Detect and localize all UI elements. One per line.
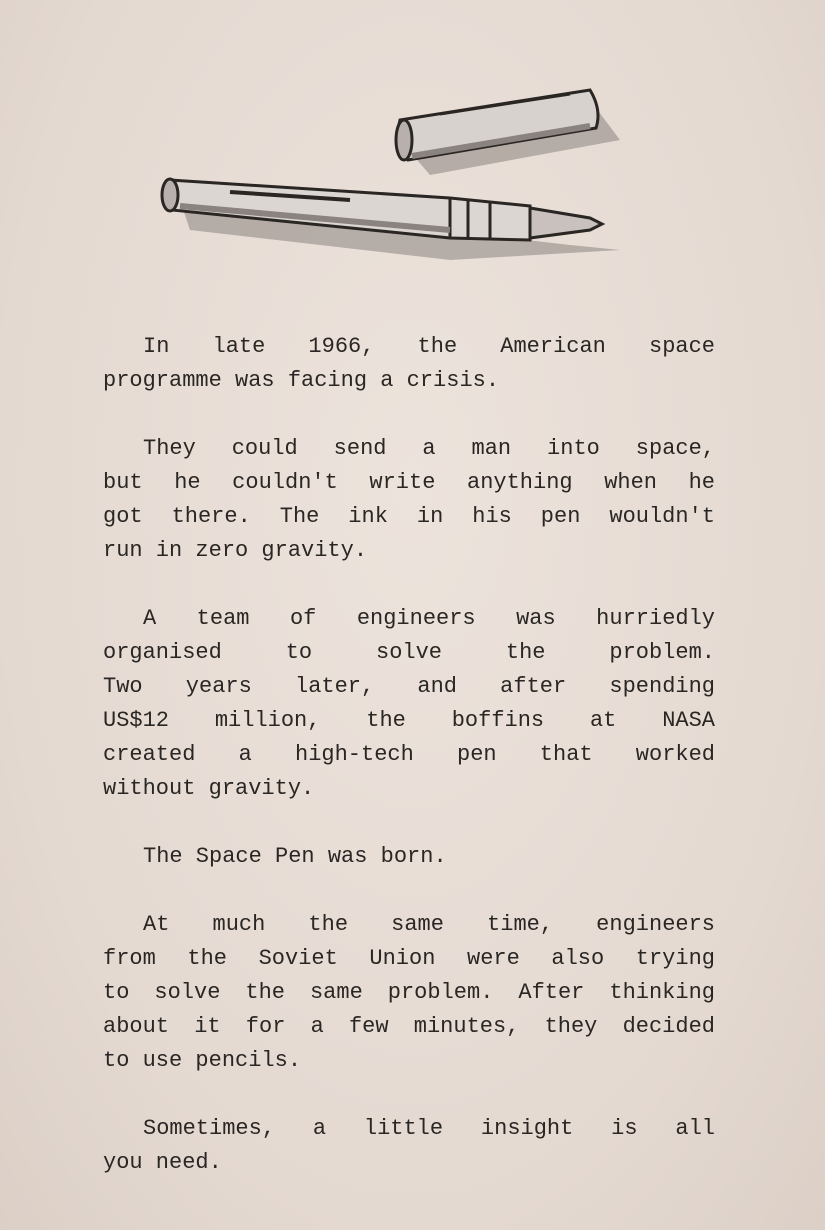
text-line: At much the same time, engineers: [143, 912, 715, 937]
paragraph: [103, 602, 715, 806]
text-line: In late 1966, the American space: [143, 334, 715, 359]
text-line: They could send a man into space,: [143, 436, 715, 461]
text-line: A team of engineers was hurriedly: [143, 606, 715, 631]
text-line: US$12 million, the boffins at NASA: [103, 708, 715, 733]
text-line: Sometimes, a little insight is all: [143, 1116, 715, 1141]
text-line: but he couldn't write anything when he: [103, 470, 715, 495]
text-line: about it for a few minutes, they decided: [103, 1014, 715, 1039]
text-line: you need.: [103, 1150, 222, 1175]
text-line: The Space Pen was born.: [143, 844, 447, 869]
text-line: Two years later, and after spending: [103, 674, 715, 699]
paragraph: [103, 840, 715, 874]
paragraph: [103, 1112, 715, 1180]
pen-illustration: [150, 80, 650, 260]
text-line: created a high-tech pen that worked: [103, 742, 715, 767]
paragraph: [103, 330, 715, 398]
paragraph: [103, 432, 715, 568]
paragraph: [103, 908, 715, 1078]
text-line: from the Soviet Union were also trying: [103, 946, 715, 971]
text-line: to use pencils.: [103, 1048, 302, 1073]
body-text: [103, 330, 715, 1214]
pen-body: [162, 179, 620, 260]
text-line: run in zero gravity.: [103, 538, 368, 563]
text-line: got there. The ink in his pen wouldn't: [103, 504, 715, 529]
text-line: organised to solve the problem.: [103, 640, 715, 665]
text-line: without gravity.: [103, 776, 315, 801]
text-line: to solve the same problem. After thinking: [103, 980, 715, 1005]
text-line: programme was facing a crisis.: [103, 368, 500, 393]
pen-cap: [396, 90, 620, 175]
